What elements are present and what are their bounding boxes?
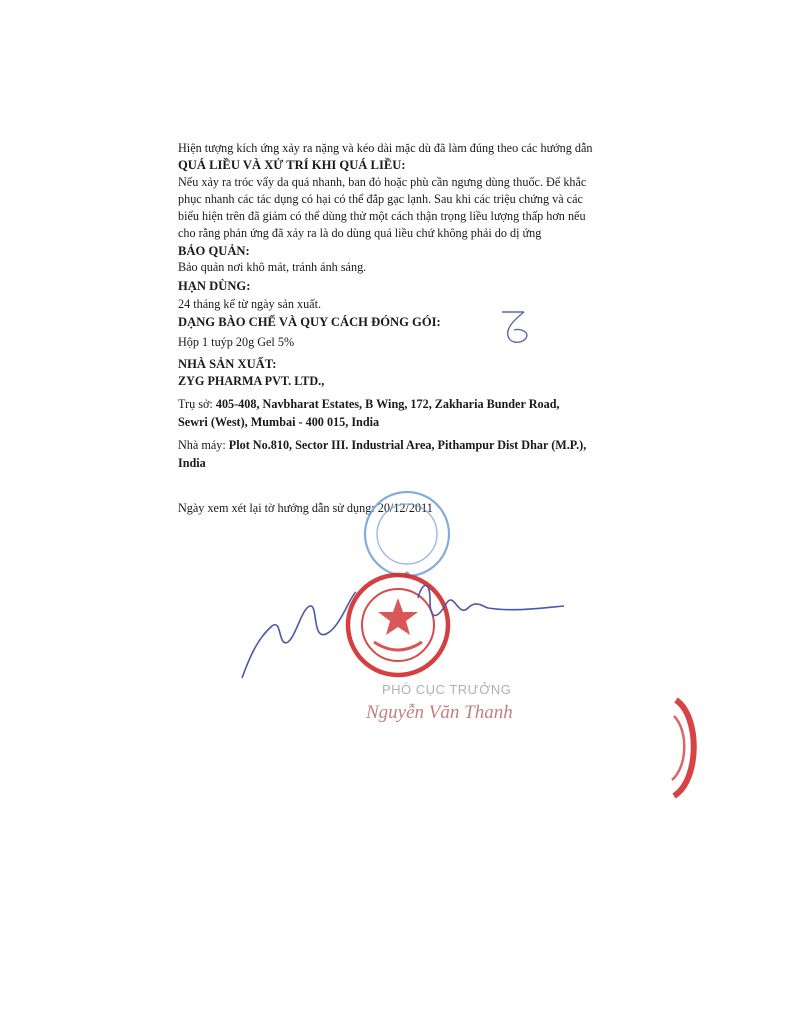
section-heading-packaging: DẠNG BÀO CHẾ VÀ QUY CÁCH ĐÓNG GÓI: bbox=[178, 315, 441, 329]
plant-line: India bbox=[178, 456, 206, 470]
text-line: Bảo quản nơi khô mát, tránh ánh sáng. bbox=[178, 260, 367, 274]
official-name: Nguyễn Văn Thanh bbox=[366, 702, 513, 723]
signature-icon bbox=[232, 578, 572, 686]
official-title: PHÓ CỤC TRƯỞNG bbox=[382, 682, 512, 697]
text-line: phục nhanh các tác dụng có hại có thể đắp gạc lạnh. Sau khi các triệu chứng và các bbox=[178, 192, 583, 206]
plant-line bbox=[178, 437, 586, 453]
section-heading-manufacturer: NHÀ SẢN XUẤT: bbox=[178, 357, 277, 371]
text-line: 24 tháng kể từ ngày sản xuất. bbox=[178, 297, 322, 311]
address-value: 405-408, Navbharat Estates, B Wing, 172, Zakharia Bunder Road, bbox=[215, 397, 560, 411]
text-line: biểu hiện trên đã giảm có thể dùng thử một cách thận trọng liều lượng thấp hơn nếu bbox=[178, 209, 586, 223]
handwritten-mark-icon bbox=[496, 306, 536, 348]
official-seal-icon bbox=[340, 570, 458, 682]
text-line: Hiện tượng kích ứng xảy ra nặng và kéo dài mặc dù đã làm đúng theo các hướng dẫn bbox=[178, 141, 593, 155]
address-line: Sewri (West), Mumbai - 400 015, India bbox=[178, 415, 380, 429]
text-line: Nếu xảy ra tróc vẩy da quá nhanh, ban đỏ hoặc phù cần ngưng dùng thuốc. Để khắc bbox=[178, 175, 587, 189]
section-heading-storage: BẢO QUẢN: bbox=[178, 244, 250, 258]
partial-seal-icon bbox=[660, 696, 700, 800]
text-line: Hộp 1 tuýp 20g Gel 5% bbox=[178, 335, 295, 349]
section-heading-expiry: HẠN DÙNG: bbox=[178, 279, 251, 293]
address-label: Trụ sở: bbox=[178, 397, 216, 411]
plant-label: Nhà máy: bbox=[178, 438, 229, 452]
address-line bbox=[178, 396, 560, 412]
section-heading-overdose: QUÁ LIỀU VÀ XỬ TRÍ KHI QUÁ LIỀU: bbox=[178, 158, 406, 172]
manufacturer-name: ZYG PHARMA PVT. LTD., bbox=[178, 374, 325, 388]
text-line: cho rằng phản ứng đã xảy ra là do dùng quá liều chứ không phải do dị ứng bbox=[178, 226, 542, 240]
review-date: Ngày xem xét lại tờ hướng dẫn sử dụng: 20/12/2011 bbox=[178, 501, 433, 515]
plant-value: Plot No.810, Sector III. Industrial Area, Pithampur Dist Dhar (M.P.), bbox=[228, 438, 587, 452]
